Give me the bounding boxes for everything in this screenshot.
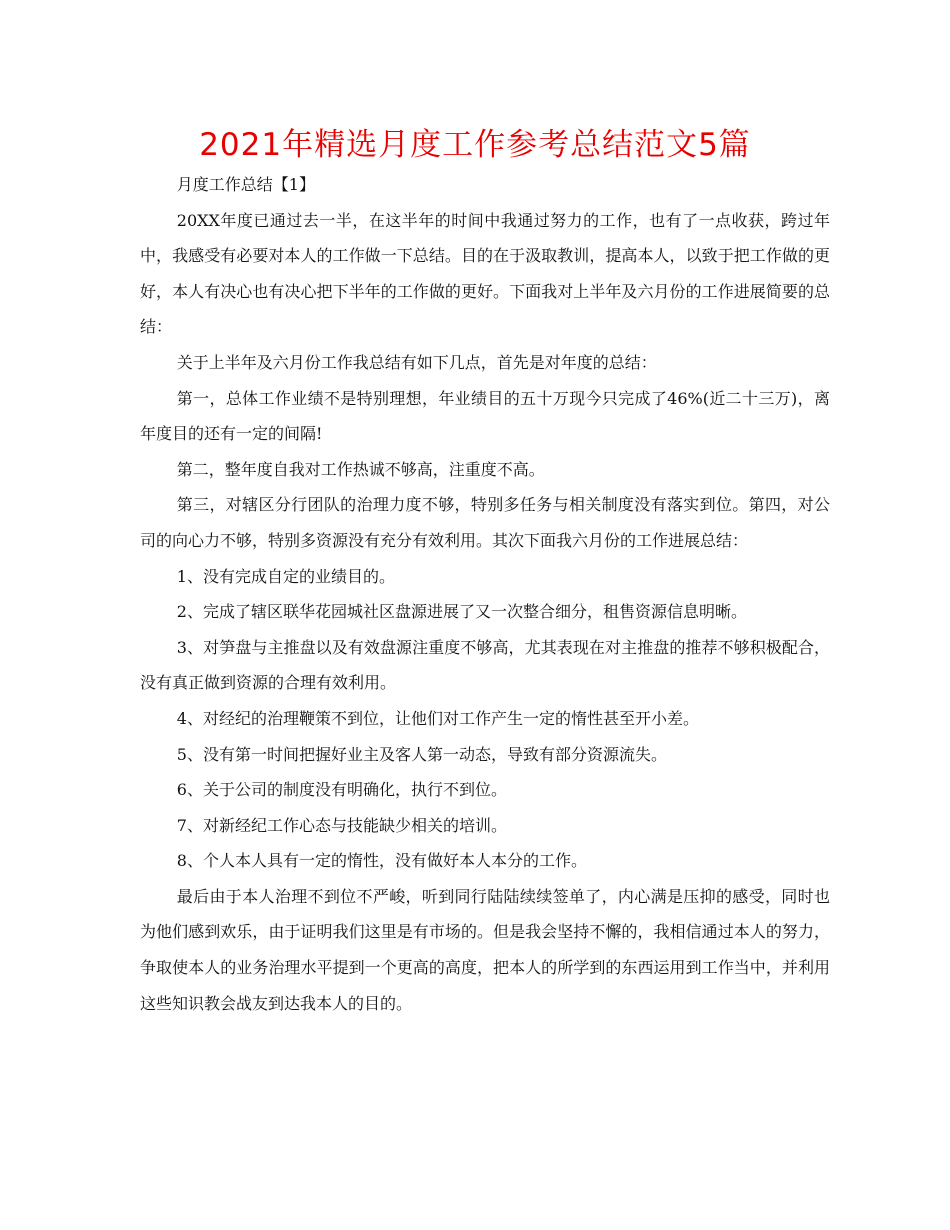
paragraph: 20XX年度已通过去一半，在这半年的时间中我通过努力的工作，也有了一点收获，跨过年中，我感受有必要对本人的工作做一下总结。目的在于汲取教训，提高本人，以致于把工作做的更好，本人有决心也有决心把下半年的工作做的更好。下面我对上半年及六月份的工作进展简要的总结： [140,210,830,337]
list-item: 1、没有完成自定的业绩目的。 [176,566,395,586]
document-title: 2021年精选月度工作参考总结范文5篇 [199,127,751,163]
list-item: 7、对新经纪工作心态与技能缺少相关的培训。 [176,815,507,835]
paragraph: 第一，总体工作业绩不是特别理想，年业绩目的五十万现今只完成了46%(近二十三万)，离年度目的还有一定的间隔! [140,388,830,444]
section-heading: 月度工作总结【1】 [176,175,315,194]
list-item: 3、对笋盘与主推盘以及有效盘源注重度不够高，尤其表现在对主推盘的推荐不够积极配合，没有真正做到资源的合理有效利用。 [140,637,830,693]
list-item: 5、没有第一时间把握好业主及客人第一动态，导致有部分资源流失。 [176,744,667,764]
list-item: 4、对经纪的治理鞭策不到位，让他们对工作产生一定的惰性甚至开小差。 [176,708,699,728]
paragraph: 第二，整年度自我对工作热诚不够高，注重度不高。 [176,459,545,479]
list-item: 8、个人本人具有一定的惰性，没有做好本人本分的工作。 [176,851,587,871]
list-item: 6、关于公司的制度没有明确化，执行不到位。 [176,780,507,800]
document-body [140,167,830,1021]
list-item: 2、完成了辖区联华花园城社区盘源进展了又一次整合细分，租售资源信息明晰。 [176,602,747,622]
paragraph: 最后由于本人治理不到位不严峻，听到同行陆陆续续签单了，内心满是压抑的感受，同时也为他们感到欢乐，由于证明我们这里是有市场的。但是我会坚持不懈的，我相信通过本人的努力，争取使本人的业务治理水平提到一个更高的高度，把本人的所学到的东西运用到工作当中，并利用这些知识教会战友到达我本人的目的。 [140,886,830,1013]
paragraph: 第三，对辖区分行团队的治理力度不够，特别多任务与相关制度没有落实到位。第四，对公司的向心力不够，特别多资源没有充分有效利用。其次下面我六月份的工作进展总结： [140,495,830,550]
paragraph: 关于上半年及六月份工作我总结有如下几点，首先是对年度的总结： [176,352,657,372]
